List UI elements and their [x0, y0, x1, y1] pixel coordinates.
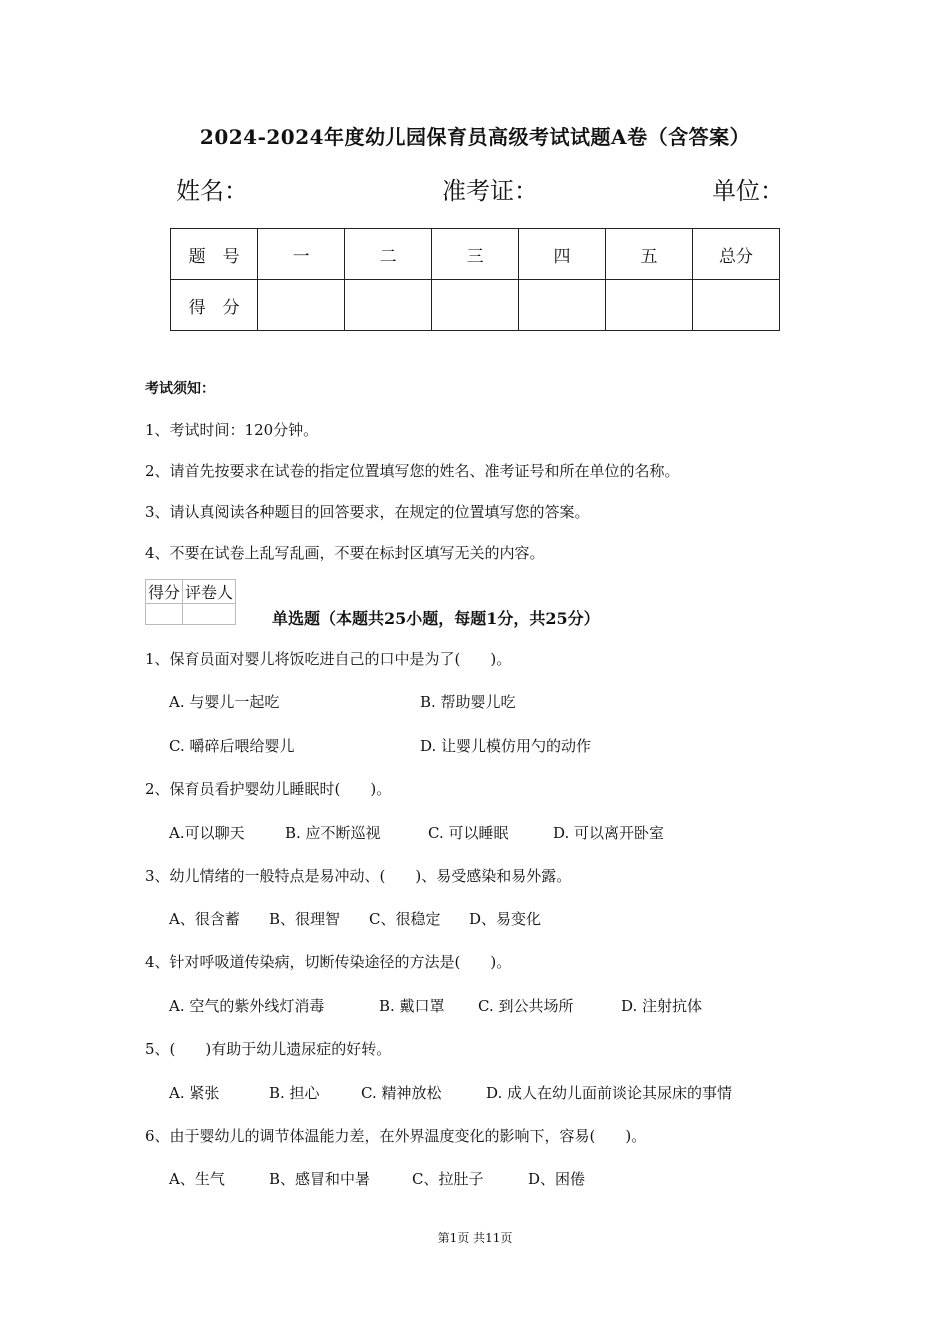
option: A、生气	[169, 1170, 225, 1188]
option: D. 注射抗体	[621, 997, 703, 1015]
option: B、很理智	[269, 910, 341, 928]
option: D. 可以离开卧室	[553, 824, 665, 842]
exam-number-field-label: 准考证：	[442, 177, 538, 205]
option: C. 精神放松	[361, 1084, 442, 1102]
page-title: 2024-2024年度幼儿园保育员高级考试试题A卷（含答案）	[199, 125, 751, 149]
question-stem: 5、( )有助于幼儿遗尿症的好转。	[145, 1040, 392, 1058]
option: B. 帮助婴儿吃	[420, 693, 516, 711]
score-cell[interactable]	[606, 280, 693, 331]
option: D. 成人在幼儿面前谈论其尿床的事情	[486, 1084, 733, 1102]
notice-item: 4、不要在试卷上乱写乱画，不要在标封区填写无关的内容。	[145, 544, 545, 562]
score-cell[interactable]	[432, 280, 519, 331]
score-header-cell: 总分	[692, 229, 779, 280]
option: B、感冒和中暑	[269, 1170, 371, 1188]
grader-score-cell[interactable]	[146, 604, 183, 625]
option: A、很含蓄	[169, 910, 240, 928]
score-row-label: 得 分	[171, 280, 258, 331]
option: C、很稳定	[369, 910, 441, 928]
option: C、拉肚子	[412, 1170, 484, 1188]
score-cell[interactable]	[345, 280, 432, 331]
score-header-cell: 一	[258, 229, 345, 280]
grader-name-cell[interactable]	[183, 604, 236, 625]
score-cell[interactable]	[258, 280, 345, 331]
question-stem: 3、幼儿情绪的一般特点是易冲动、( )、易受感染和易外露。	[145, 867, 572, 885]
name-field-label: 姓名：	[176, 177, 248, 205]
question-stem: 2、保育员看护婴幼儿睡眠时( )。	[145, 780, 392, 798]
unit-field-label: 单位：	[712, 177, 784, 205]
notice-heading: 考试须知：	[145, 381, 215, 397]
score-header-cell: 二	[345, 229, 432, 280]
question-stem: 4、针对呼吸道传染病，切断传染途径的方法是( )。	[145, 953, 512, 971]
section-heading: 单选题（本题共25小题，每题1分，共25分）	[272, 609, 600, 628]
option: B. 担心	[269, 1084, 320, 1102]
grader-name-label: 评卷人	[183, 580, 236, 604]
option: A. 空气的紫外线灯消毒	[169, 997, 325, 1015]
score-table-score-row	[171, 280, 780, 331]
option: D. 让婴儿模仿用勺的动作	[420, 737, 592, 755]
score-table-header-row	[171, 229, 780, 280]
option: B. 应不断巡视	[285, 824, 381, 842]
page-footer: 第1页 共11页	[437, 1231, 513, 1245]
score-table	[170, 228, 780, 331]
option: D、困倦	[528, 1170, 586, 1188]
question-stem: 6、由于婴幼儿的调节体温能力差，在外界温度变化的影响下，容易( )。	[145, 1127, 647, 1145]
option: B. 戴口罩	[379, 997, 445, 1015]
score-cell[interactable]	[519, 280, 606, 331]
score-header-cell: 四	[519, 229, 606, 280]
score-header-cell: 三	[432, 229, 519, 280]
option: C. 到公共场所	[478, 997, 574, 1015]
option: A. 与婴儿一起吃	[169, 693, 280, 711]
option: A. 紧张	[169, 1084, 220, 1102]
score-header-cell: 五	[606, 229, 693, 280]
option: A.可以聊天	[169, 824, 245, 842]
score-header-cell: 题 号	[171, 229, 258, 280]
grader-table	[145, 579, 236, 625]
question-stem: 1、保育员面对婴儿将饭吃进自己的口中是为了( )。	[145, 650, 512, 668]
grader-score-label: 得分	[146, 580, 183, 604]
score-cell[interactable]	[692, 280, 779, 331]
notice-item: 3、请认真阅读各种题目的回答要求，在规定的位置填写您的答案。	[145, 503, 590, 521]
option: C. 嚼碎后喂给婴儿	[169, 737, 295, 755]
option: C. 可以睡眠	[428, 824, 509, 842]
notice-item: 1、考试时间：120分钟。	[145, 421, 319, 439]
option: D、易变化	[469, 910, 542, 928]
notice-item: 2、请首先按要求在试卷的指定位置填写您的姓名、准考证号和所在单位的名称。	[145, 462, 680, 480]
